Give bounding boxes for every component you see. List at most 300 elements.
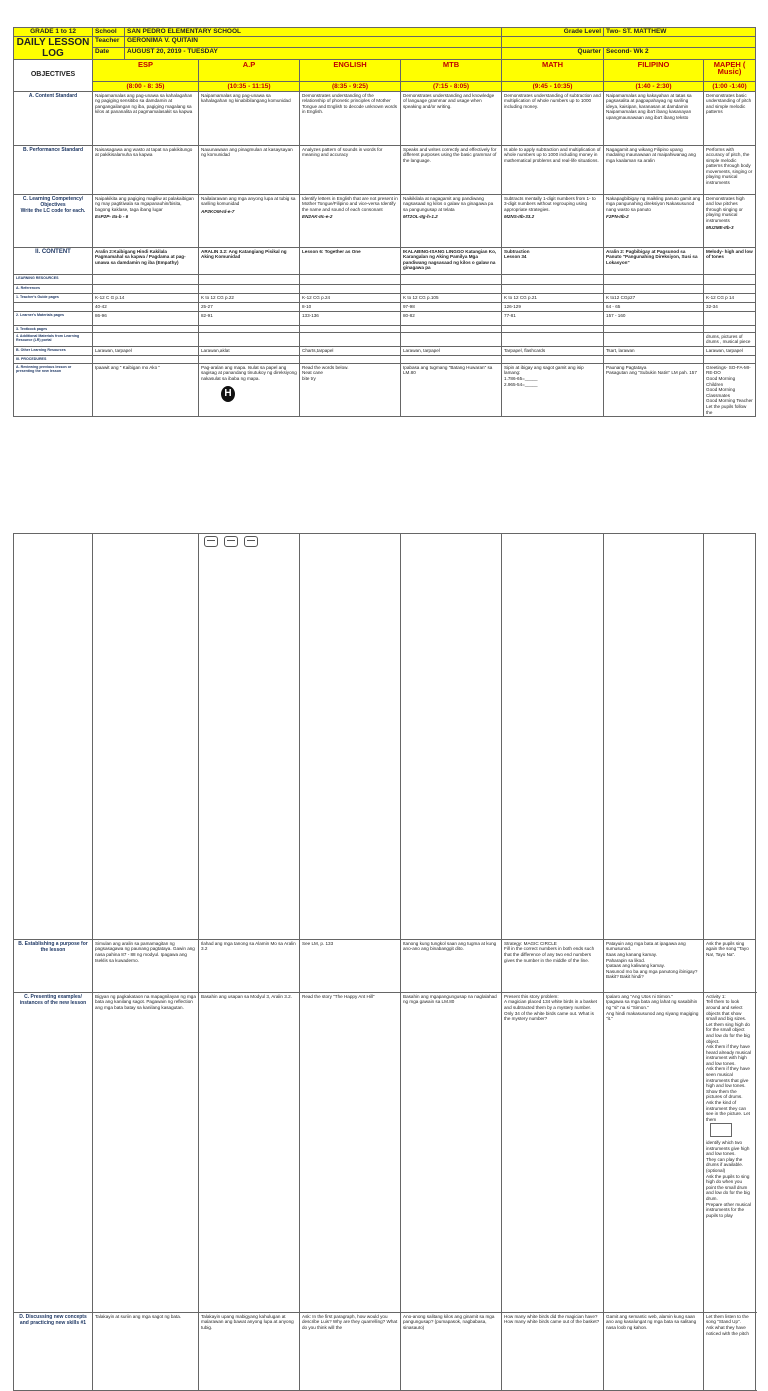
time-mapeh: (1:00 -1:40): [704, 81, 756, 91]
row-label: [14, 346, 93, 355]
row-cell: [199, 363, 300, 416]
cell-text: 64 - 65: [606, 303, 621, 309]
cell-text: K to 12 CG p.21: [504, 294, 537, 300]
row-cell: [93, 534, 199, 940]
cell-text: Larawan,aklat: [201, 347, 230, 353]
daily-lesson-log-title: DAILY LESSON LOG: [14, 36, 93, 59]
cell-text: How many white birds did the magician have? How many white birds came out of the basket?: [504, 1313, 600, 1325]
row-label-text: II. CONTENT: [35, 248, 71, 255]
time-filipino: (1:40 - 2:30): [604, 81, 704, 91]
dll-page-2: [13, 533, 755, 1336]
cell-text: Naisasagawa ang wasto at tapat na pakikitungo at pakikisalamuha sa kapwa: [95, 146, 193, 158]
lesson-row: [14, 992, 756, 1312]
row-cell: [93, 293, 199, 302]
date-label: Date: [93, 48, 125, 60]
row-label: [14, 302, 93, 311]
cell-text: Paunang Pagtataya Pasagutan ang "Subukin Natin" LM pah. 157: [606, 364, 697, 376]
row-cell: [401, 247, 502, 274]
cell-text: Ipabasa ang tugmang "Batang Huwaran" sa LM.80: [403, 364, 493, 376]
row-cell: [704, 194, 756, 247]
cell-text: Demonstrates basic understanding of pitch and simple melodic patterns: [706, 92, 752, 115]
cell-text: Naipamamalas ang pag-unawa sa kahalagahan ng kinabibilangang komunidad: [201, 92, 291, 104]
row-cell: [300, 332, 401, 346]
row-cell: [199, 1312, 300, 1390]
subject-ap: A.P: [199, 59, 300, 81]
row-label: [14, 293, 93, 302]
cell-text: K-12 CG p.24: [302, 294, 331, 300]
cell-text: Demonstrates understanding of subtraction and multiplication of whole numbers up to 1000 including money.: [504, 92, 601, 109]
cell-text: Ask the pupils sing again the song "Tayo Na!, Tayo Na".: [706, 940, 749, 957]
cell-text: Lesson 6: Together as One: [302, 248, 361, 254]
drum-picture: [204, 536, 218, 547]
row-cell: [704, 145, 756, 194]
cell-text: 25-27: [201, 303, 213, 309]
row-cell: [604, 194, 704, 247]
row-cell: [93, 284, 199, 293]
cell-text: Subtracts mentally 1-digit numbers from 1- to 3-digit numbers without regrouping using appropriate strategies.: [504, 195, 596, 212]
cell-text: Larawan, tarpapel: [706, 347, 743, 353]
row-cell: [300, 247, 401, 274]
drum-picture: [710, 1123, 732, 1137]
cell-text: Melody- high and low of tones: [706, 248, 753, 260]
cell-text: drums, pictures of drums , musical piece: [706, 333, 751, 345]
row-cell: [704, 355, 756, 363]
row-cell: [199, 311, 300, 325]
row-cell: [401, 274, 502, 284]
blank-cell: [704, 534, 756, 940]
row-cell: [199, 247, 300, 274]
row-cell: [401, 325, 502, 332]
row-cell: [300, 311, 401, 325]
cell-text: K to12 CGp27: [606, 294, 636, 300]
grade-level-value: Two- ST. MATTHEW: [604, 28, 756, 37]
cell-text: Present this story problem: A magician placed 134 white birds in a basket and subtracted them by a mystery number. Only 34 of the white birds came out. What is the mystery number?: [504, 993, 597, 1022]
row-cell: [502, 247, 604, 274]
row-cell: [502, 284, 604, 293]
row-label: [14, 284, 93, 293]
row-cell: [604, 939, 704, 992]
row-cell: [300, 346, 401, 355]
row-cell: [300, 355, 401, 363]
row-cell: [199, 534, 300, 940]
row-cell: [704, 284, 756, 293]
lc-code: MU2ME-IIb-3: [706, 225, 734, 231]
cell-text: Read the words below. Neat cane bite try: [302, 364, 349, 382]
row-cell: [401, 194, 502, 247]
row-cell: [704, 325, 756, 332]
row-cell: [93, 346, 199, 355]
row-cell: [502, 91, 604, 145]
lesson-row: [14, 346, 756, 355]
row-cell: [199, 325, 300, 332]
cell-text: Strategy: MAGIC CIRCLE Fill in the correct numbers in both ends such that the difference of any two end numbers gives the number in the middle of the line.: [504, 940, 595, 963]
row-label: [14, 1312, 93, 1390]
row-label: [14, 534, 93, 940]
row-cell: [199, 302, 300, 311]
lc-code: EsP2P- IIa-b - 6: [95, 214, 129, 220]
row-label: [14, 247, 93, 274]
lesson-row: [14, 91, 756, 145]
cell-text: Ano-anong salitang kilos ang ginamit sa mga pangungusap? (pumapasok, nagbabasa, sinasauIo): [403, 1313, 495, 1330]
row-cell: [604, 363, 704, 416]
cell-text: Basahin ang usapan sa Modyul 3, Aralin 3.2.: [201, 993, 292, 999]
row-cell: [704, 247, 756, 274]
cell-text: 82-91: [201, 312, 213, 318]
cell-text: Tsart, larawan: [606, 347, 635, 353]
cell-text: Nakapagbibigay ng maikling panuto gamit ang mga pangunahing direksiyon Nakasusunod nang wasto sa panuto: [606, 195, 701, 212]
row-label-text: B. Establishing a purpose for the lesson: [18, 940, 88, 953]
cell-text-continued: identify which two instruments give high and low tones. They can play the drums if available. (optional) Ask the pupils to sing high do when you point the small drum and low do for the big drum. Prepare other musical instruments for the pupils to play: [706, 1140, 751, 1218]
row-cell: [199, 293, 300, 302]
cell-text: Nagagamit ang wikang Filipino upang madaling maunawaan at maipahiwanag ang mga kaalaman sa aralin: [606, 146, 696, 163]
row-cell: [704, 274, 756, 284]
row-cell: [502, 363, 604, 416]
row-cell: [502, 194, 604, 247]
row-cell: [502, 332, 604, 346]
row-cell: [300, 284, 401, 293]
row-cell: [199, 346, 300, 355]
lesson-row: [14, 194, 756, 247]
cell-text: Pag-aralan ang mapa. Isulat sa papel ang sagisag at panandang tinutukoy ng direksiyong nakasulat sa ibaba ng mapa.: [201, 364, 297, 382]
row-label-text: III. PROCEDURES: [16, 356, 47, 361]
row-label: [14, 939, 93, 992]
quarter-value: Second- Wk 2: [604, 48, 756, 60]
cell-text: 133-136: [302, 312, 319, 318]
row-cell: [502, 274, 604, 284]
lesson-row: [14, 355, 756, 363]
row-cell: [300, 1312, 401, 1390]
lc-code: MT2OL-IIg-h-1.2: [403, 214, 438, 220]
row-cell: [502, 346, 604, 355]
row-label: [14, 363, 93, 416]
cell-text: Nauunawaan ang pinagmulan at kasaysayan ng komunidad: [201, 146, 293, 158]
subject-filipino: FILIPINO: [604, 59, 704, 81]
row-cell: [604, 91, 704, 145]
row-cell: [502, 145, 604, 194]
lesson-row: [14, 274, 756, 284]
cell-text: Demonstrates understanding and knowledge of language grammar and usage when speaking and/or writing.: [403, 92, 495, 109]
cell-text: K to 12 CG p.22: [201, 294, 234, 300]
row-cell: [604, 274, 704, 284]
lesson-row: [14, 302, 756, 311]
subject-esp: ESP: [93, 59, 199, 81]
row-label: [14, 91, 93, 145]
cell-text: 86-96: [95, 312, 107, 318]
row-cell: [604, 293, 704, 302]
teacher-value: GERONIMA V. QUITAIN: [125, 36, 502, 48]
row-cell: [502, 311, 604, 325]
row-cell: [199, 939, 300, 992]
row-cell: [604, 332, 704, 346]
cell-text: Let them listen to the song "Stand Up". Ask what they have noticed with the pitch: [706, 1313, 749, 1336]
row-label-text: 1. Teacher's Guide pages: [16, 294, 59, 299]
row-cell: [401, 355, 502, 363]
row-cell: [401, 145, 502, 194]
quarter-label: Quarter: [502, 48, 604, 60]
row-label-text: 3. Textbook pages: [16, 326, 48, 331]
cell-text: IKALABING-ISANG LINGGO Katangian Ko, Karangalan ng Aking Pamilya Mga pandiwang nagsasaad ng kilos o galaw na ginagawa pa: [403, 248, 497, 271]
time-english: (8:35 - 9:25): [300, 81, 401, 91]
row-label-text: 2. Learner's Materials pages: [16, 312, 64, 317]
row-cell: [502, 1312, 604, 1390]
lc-code: F2PN-IIb-2: [606, 214, 629, 220]
row-cell: [93, 363, 199, 416]
row-label-text: 4. Additional Materials from Learning Resource (LR) portal: [16, 333, 80, 342]
row-cell: [604, 325, 704, 332]
row-label-text: B. Performance Standard: [22, 146, 84, 153]
cell-text: K-12 CG p 14: [706, 294, 735, 300]
cell-text: Aralin 2: Pagbibigay at Pagsunod sa Panuto "Pangunahing Direksiyon, Susi sa Lokasyon": [606, 248, 698, 265]
row-cell: [199, 992, 300, 1312]
cell-text: Talakayin upang mabigyang kahulugan at malarawan ang bawat anyong lupa at anyong tubig.: [201, 1313, 294, 1330]
row-cell: [704, 293, 756, 302]
lesson-row: [14, 332, 756, 346]
lc-code: EN2AK-IIc-e-2: [302, 214, 333, 220]
time-math: (9:45 - 10:35): [502, 81, 604, 91]
lesson-row: [14, 534, 756, 940]
row-cell: [502, 293, 604, 302]
row-cell: [604, 355, 704, 363]
row-label: [14, 332, 93, 346]
row-label: [14, 355, 93, 363]
row-label-text: LEARNING RESOURCES: [16, 275, 59, 280]
cell-text: 77-81: [504, 312, 516, 318]
cell-text: Analyzes pattern of sounds in words for meaning and accuracy: [302, 146, 383, 158]
row-label: [14, 311, 93, 325]
lc-code-note: Write the LC code for each.: [20, 207, 86, 214]
row-cell: [93, 939, 199, 992]
row-cell: [502, 355, 604, 363]
row-label: [14, 274, 93, 284]
row-cell: [300, 534, 401, 940]
row-cell: [502, 534, 604, 940]
row-cell: [300, 992, 401, 1312]
cell-text: 157 - 160: [606, 312, 626, 318]
row-cell: [604, 302, 704, 311]
row-label: [14, 145, 93, 194]
cell-text: Speaks and writes correctly and effectively for different purposes using the basic grammar of the language.: [403, 146, 497, 163]
row-cell: [93, 302, 199, 311]
dll-table-page-2: [13, 533, 756, 1391]
row-cell: [604, 145, 704, 194]
row-cell: [199, 194, 300, 247]
cell-text: Subtraction Lesson 34: [504, 248, 530, 260]
cell-text: Greetings- SO-FA-MI-RE-DO Good Morning Children Good Morning Classmates Good Morning Teacher Let the pupils follow the: [706, 364, 753, 415]
row-cell: [93, 194, 199, 247]
lesson-row: [14, 939, 756, 992]
row-cell: [300, 363, 401, 416]
drum-picture: [224, 536, 238, 547]
row-cell: [401, 346, 502, 355]
row-cell: [401, 332, 502, 346]
row-cell: [93, 274, 199, 284]
row-cell: [199, 284, 300, 293]
cell-text: Nailalarawan ang mga anyong lupa at tubig sa sariling komunidad: [201, 195, 296, 207]
row-cell: [401, 363, 502, 416]
row-cell: [604, 1312, 704, 1390]
lesson-row: [14, 247, 756, 274]
lesson-row: [14, 363, 756, 416]
row-cell: [502, 302, 604, 311]
dll-table-page-1: [13, 27, 756, 417]
row-cell: [502, 325, 604, 332]
time-ap: (10:35 - 11:15): [199, 81, 300, 91]
date-value: AUGUST 20, 2019 - TUESDAY: [125, 48, 502, 60]
lesson-row: [14, 284, 756, 293]
cell-text: Patayuin ang mga bata at ipagawa ang sumusunod. Itaas ang kanang kamay. Paharapin sa likod. Ipataas ang kaliwang kamay. Nasunod mo ba ang mga panutong ibinigay? Bakit? Bakit hindi?: [606, 940, 698, 980]
subject-english: ENGLISH: [300, 59, 401, 81]
school-label: School: [93, 28, 125, 37]
subject-mtb: MTB: [401, 59, 502, 81]
row-cell: [704, 939, 756, 992]
cell-text: K to 12 CG p.105: [403, 294, 439, 300]
row-cell: [502, 939, 604, 992]
cell-text: Aralin 2:Kaibigang Hindi Kakilala Pagmamahal sa kapwa / Pagdama at pag-unawa sa damdamin ng iba (Empathy): [95, 248, 186, 265]
row-label: [14, 194, 93, 247]
row-cell: [93, 992, 199, 1312]
cell-text: Tarpapel, flashcards: [504, 347, 546, 353]
cell-text: Larawan, tarpapel: [403, 347, 440, 353]
objectives-label: OBJECTIVES: [14, 59, 93, 91]
cell-text: Gamit ang semantic web, alamin kung saan ano ang kasalungat ng mga bata sa salitang nasa loob ng kahon.: [606, 1313, 697, 1330]
row-cell: [300, 145, 401, 194]
cell-text: K-12 C G p.14: [95, 294, 125, 300]
cell-text: Charts,tarpapel: [302, 347, 334, 353]
cell-text: 126-129: [504, 303, 521, 309]
row-cell: [401, 293, 502, 302]
row-cell: [401, 91, 502, 145]
time-esp: (8:00 - 8: 35): [93, 81, 199, 91]
row-cell: [604, 247, 704, 274]
cell-text: Read the story "The Happy Ant Hill": [302, 993, 375, 999]
cell-text: Basahin ang mgapangungusap na naglalahad ng mga gawain sa LM.80: [403, 993, 497, 1005]
dll-page-1: [13, 27, 755, 505]
row-label-text: B. Other Learning Resources: [16, 347, 66, 352]
cell-text: ARALIN 3.2: Ang Katangiang Pisikal ng Aking Komunidad: [201, 248, 287, 260]
row-label-text: A. Content Standard: [28, 92, 78, 99]
row-cell: [93, 325, 199, 332]
row-cell: [502, 992, 604, 1312]
subject-mapeh: MAPEH ( Music): [704, 59, 756, 81]
row-cell: [604, 534, 704, 940]
cell-text: 8-10: [302, 303, 312, 309]
cell-text: Naipamamalas ang kakayahan at tatas sa pagsasalita at pagpapahayag ng sariling ideya, kaisipan, karanasan at damdamin Naipamamalas ang iba't ibang kasanayan upangmaunawaan ang iba't ibang teksto: [606, 92, 692, 120]
row-cell: [199, 274, 300, 284]
row-cell: [93, 145, 199, 194]
cell-text: Demonstrates understanding of the relationship of phonetic principles of Mother Tongue and English to decode unknown words in English.: [302, 92, 398, 115]
row-cell: [604, 284, 704, 293]
row-cell: [300, 293, 401, 302]
grade-level-label: Grade Level: [502, 28, 604, 37]
cell-text: Ilahad ang mga tanong sa Alamin Mo sa Aralin 3.2: [201, 940, 296, 952]
row-cell: [300, 91, 401, 145]
grade-range-label: GRADE 1 to 12: [14, 28, 93, 37]
cell-text: Sipin at ibigay ang sagot gamit ang isip lamang: 1.786-65=_____ 2.965-54=_____: [504, 364, 584, 387]
lc-code: M2NS-IIb-33.2: [504, 214, 535, 220]
drum-picture: [244, 536, 258, 547]
row-cell: [401, 992, 502, 1312]
row-label-text: C. Learning Competency/ Objectives: [22, 195, 84, 208]
school-value: SAN PEDRO ELEMENTARY SCHOOL: [125, 28, 502, 37]
row-label: [14, 992, 93, 1312]
row-label-text: A. References: [16, 285, 40, 290]
cell-text: 80-82: [403, 312, 415, 318]
cell-text: Ipaawit ang " Kaibigan mo Ako ": [95, 364, 161, 370]
lesson-row: [14, 1312, 756, 1390]
row-cell: [704, 91, 756, 145]
hand-icon: H: [221, 386, 235, 402]
row-cell: [199, 145, 300, 194]
row-cell: [704, 346, 756, 355]
lesson-row: [14, 325, 756, 332]
row-cell: [401, 284, 502, 293]
row-cell: [300, 939, 401, 992]
row-cell: [199, 332, 300, 346]
row-label-text: A. Reviewing previous lesson or presenting the new lesson: [16, 364, 72, 374]
row-cell: [704, 992, 756, 1312]
cell-text: 97-98: [403, 303, 415, 309]
teacher-label: Teacher: [93, 36, 125, 48]
cell-text: 32-34: [706, 303, 718, 309]
row-label-text: D. Discussing new concepts and practicing new skills #1: [19, 1313, 87, 1326]
cell-text: Naipamamalas ang pag-unawa sa kahalagahan ng pagiging sensitibo sa damdamin at pangangailangan ng iba, pagiging magalang sa kilos at pananalita at pagmamalasakit sa kapwa: [95, 92, 193, 115]
row-cell: [704, 1312, 756, 1390]
cell-text: Itanong kung tungkol saan ang tugma at kung ano-ano ang binabanggit dito.: [403, 940, 497, 952]
row-cell: [93, 355, 199, 363]
row-cell: [199, 355, 300, 363]
lesson-row: [14, 145, 756, 194]
lesson-row: [14, 311, 756, 325]
row-cell: [704, 363, 756, 416]
row-cell: [704, 332, 756, 346]
row-cell: [93, 91, 199, 145]
row-cell: [401, 1312, 502, 1390]
subject-math: MATH: [502, 59, 604, 81]
cell-text: Simulan ang aralin sa pamamagitan ng pagsasagawa ng paunang pagtataya. Gawin ang nasa pahina 87 - 88 ng modyul. Ipagawa ang tseklis sa kuwaderno.: [95, 940, 195, 963]
row-cell: [401, 939, 502, 992]
cell-text: Ask: In the first paragraph, how would you describe Luis? Why are they quarrelling? What do you think will the: [302, 1313, 398, 1330]
cell-text: Naipakikita ang pagiging magiliw at palakaibigan ng may pagtitiwala sa mgapanauhin/bisita, bagong kaklase, taga ibang lugar: [95, 195, 194, 212]
cell-text: See LM, p. 133: [302, 940, 334, 946]
blank-header-cell: [502, 36, 756, 48]
row-cell: [93, 247, 199, 274]
row-cell: [604, 311, 704, 325]
row-cell: [93, 332, 199, 346]
lc-code: AP2KOM-Id-e-7: [201, 208, 235, 214]
cell-text: Talakayin at suriin ang mga sagot ng bata.: [95, 1313, 182, 1319]
row-cell: [401, 311, 502, 325]
cell-text: Demonstrates high and low pitches through singing or playing musical instruments: [706, 195, 745, 223]
row-label: [14, 325, 93, 332]
time-mtb: (7:15 - 8:05): [401, 81, 502, 91]
lesson-row: [14, 293, 756, 302]
cell-text: Is able to apply subtraction and multiplication of whole numbers up to 1000 including money in mathematical problems and real-life situations.: [504, 146, 601, 163]
cell-text: Ipalaro ang "Ang Utos ni Simon." Ipagawa sa mga bata ang lahat ng sasabihin ng "si" na si "Simon." Ang hindi makasusunod ang siyang magiging "it.": [606, 993, 699, 1022]
row-cell: [300, 302, 401, 311]
cell-text: Activity 1: Tell them to look around and select objects that show small and big sizes. Let them sing high do for the small object and low do for the big object. Ask them if they have heard already musical instrument with high and low tones. Ask them if they have seen musical instruments that give high and low tones. Show them the pictures of drums. Ask the kind of instrument they can see in the picture. Let them: [706, 993, 751, 1122]
cell-text: Performs with accuracy of pitch, the simple melodic patterns through body movements, singing or playing musical instruments: [706, 146, 753, 186]
cell-text: 40-42: [95, 303, 107, 309]
row-cell: [401, 302, 502, 311]
row-cell: [604, 992, 704, 1312]
row-cell: [401, 534, 502, 940]
row-cell: [300, 194, 401, 247]
row-cell: [93, 1312, 199, 1390]
row-cell: [704, 302, 756, 311]
row-cell: [300, 274, 401, 284]
row-label-text: C. Presenting examples/ instances of the new lesson: [19, 993, 87, 1006]
cell-text: Bigyan ng pagkakataon na mapagnilayan ng mga bata ang kanilang sagot. Pagawain ng reflection ang mga bata batay sa kanilang kasagutan.: [95, 993, 196, 1010]
